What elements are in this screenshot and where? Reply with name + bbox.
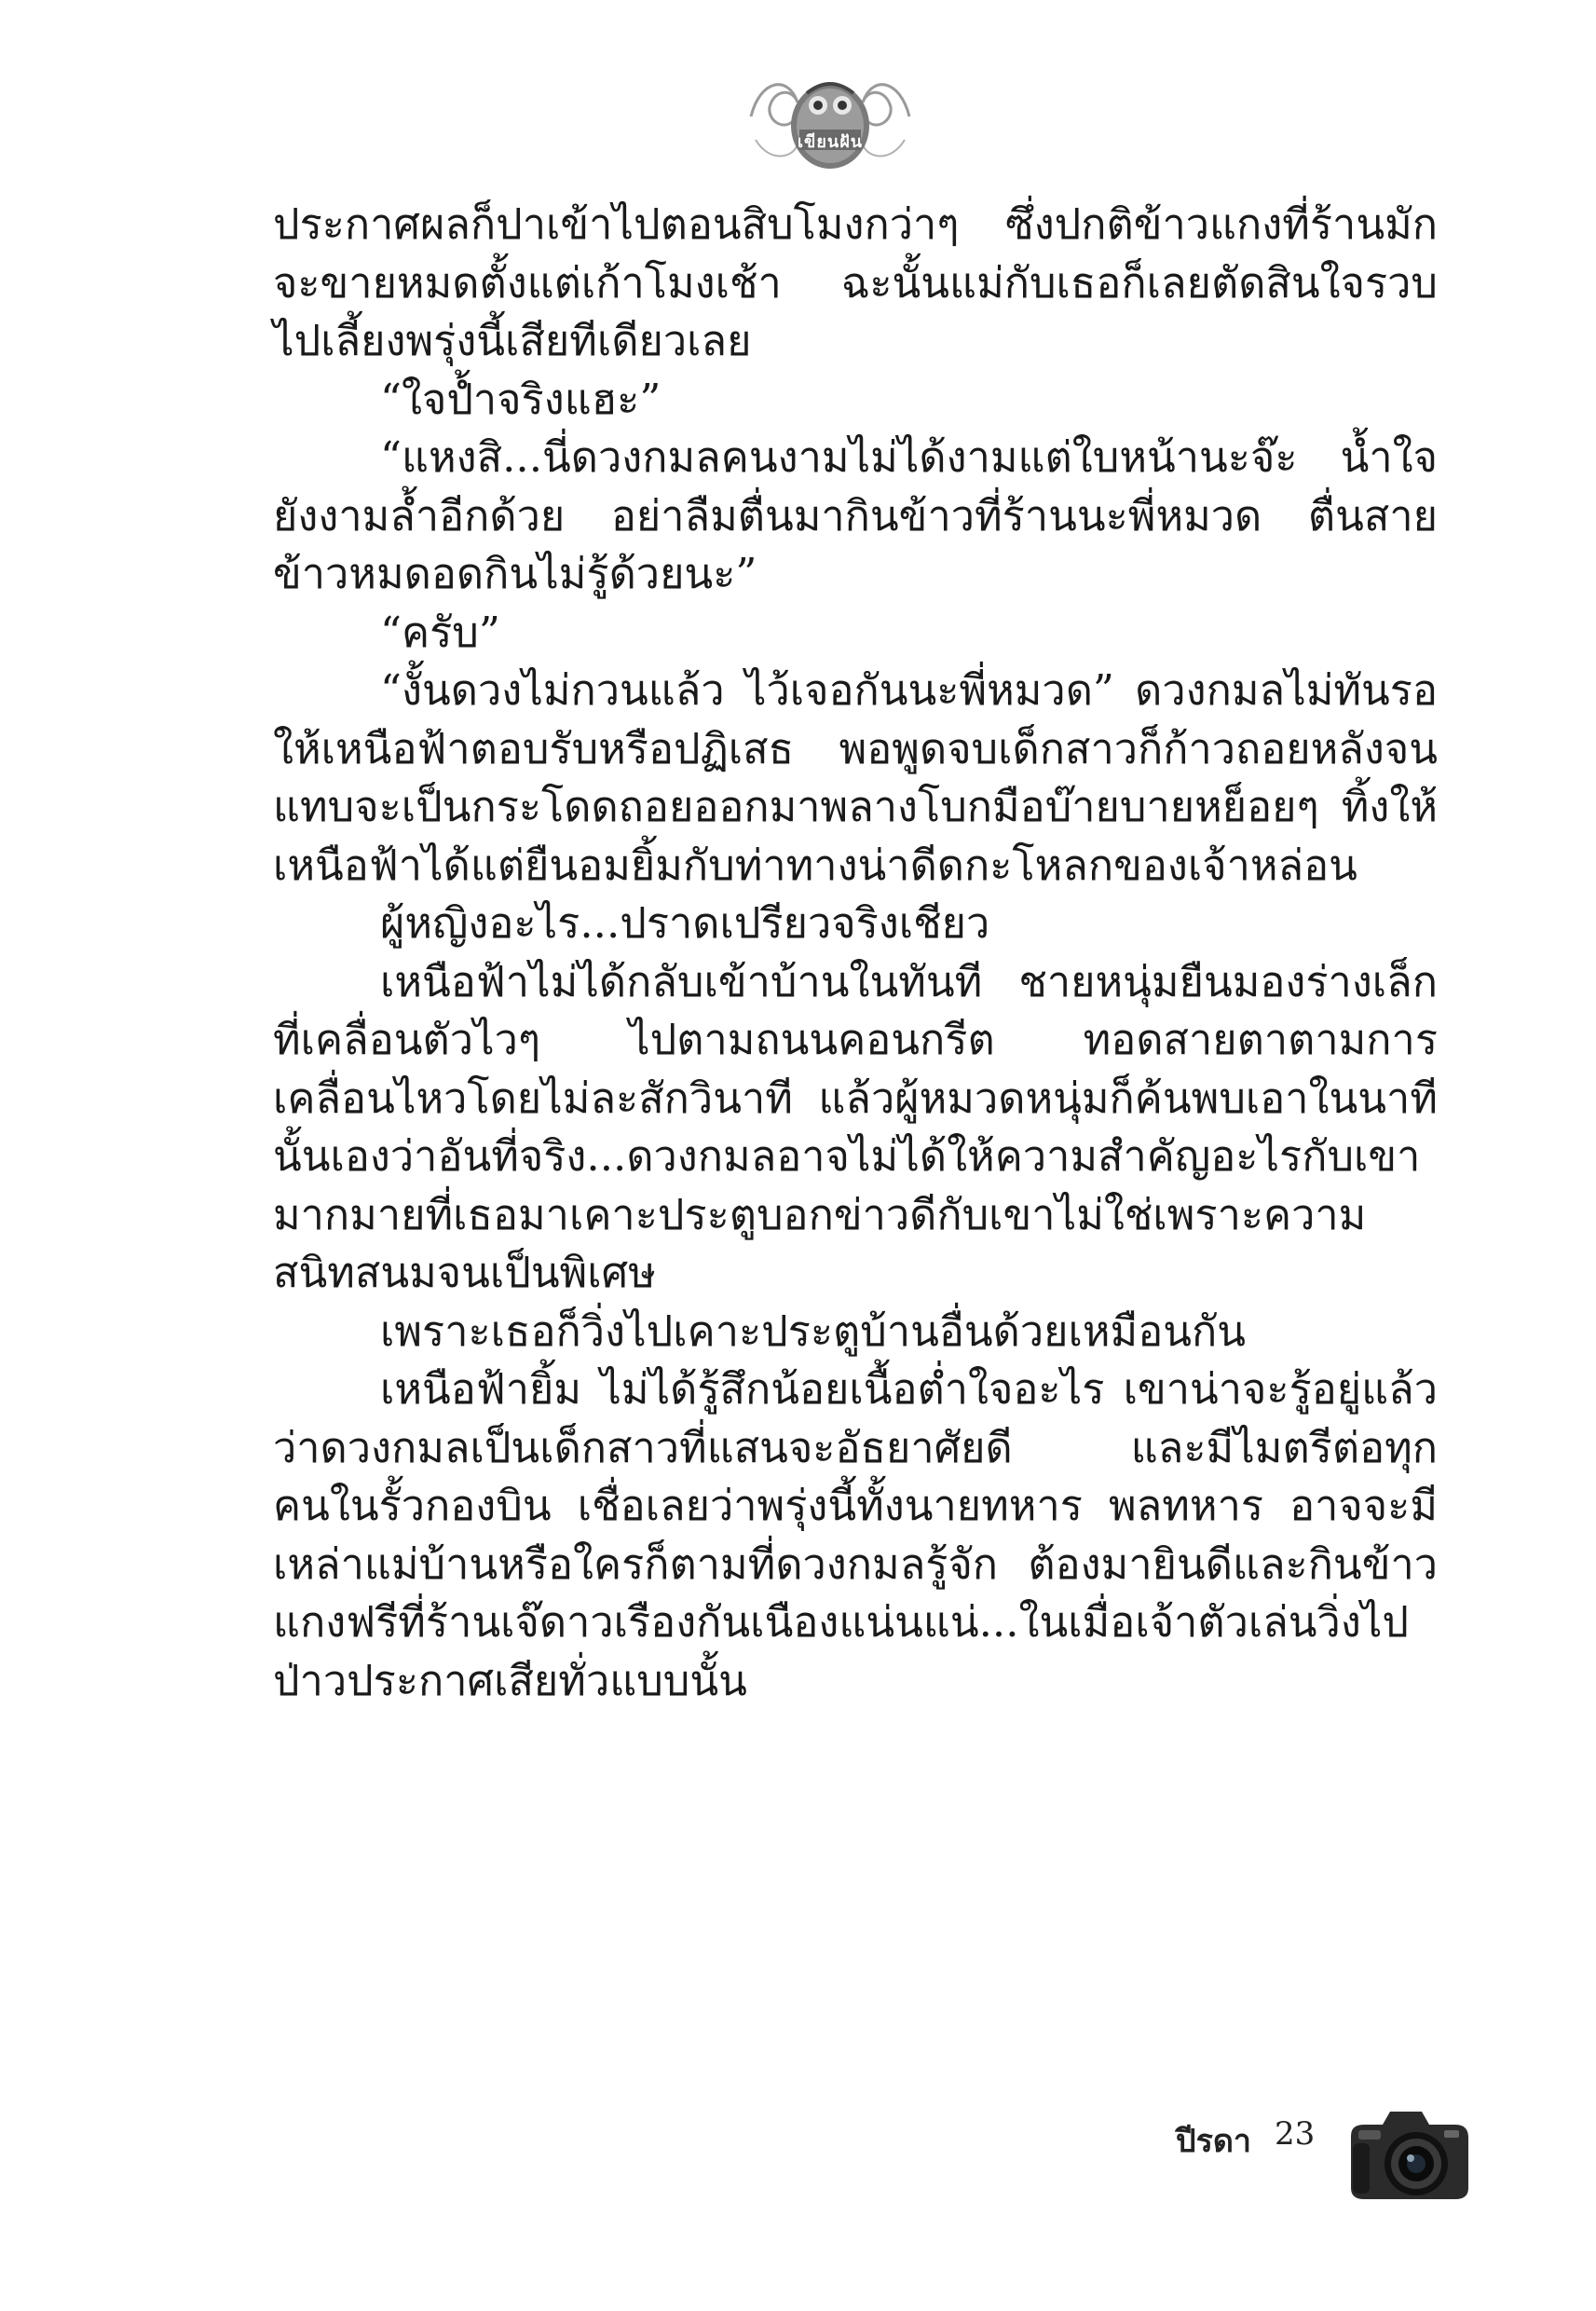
book-title: ปีรดา (1176, 2123, 1252, 2160)
paragraph: เพราะเธอก็วิ่งไปเคาะประตูบ้านอื่นด้วยเหมือนกัน (380, 1306, 1247, 1356)
paragraph: “งั้นดวงไม่กวนแล้ว ไว้เจอกันนะพี่หมวด” ดวงกมลไม่ทันรอให้เหนือฟ้าตอบรับหรือปฏิเสธ พอพูดจบเด็กสาวก็ก้าวถอยหลังจนแทบจะเป็นกระโดดถอยออกมาพลางโบกมือบ๊ายบายหย็อยๆ ทิ้งให้เหนือฟ้าได้แต่ยืนอมยิ้มกับท่าทางน่าดีดกะโหลกของเจ้าหล่อน (273, 665, 1438, 890)
paragraph: ประกาศผลก็ปาเข้าไปตอนสิบโมงกว่าๆ ซึ่งปกติข้าวแกงที่ร้านมักจะขายหมดตั้งแต่เก้าโมงเช้า ฉะนั้นแม่กับเธอก็เลยตัดสินใจรวบไปเลี้ยงพรุ่งนี้เสียทีเดียวเลย (273, 199, 1438, 365)
logo-text: เขียนฝัน (797, 132, 864, 152)
paragraph: ผู้หญิงอะไร...ปราดเปรียวจริงเชียว (380, 898, 990, 948)
publisher-logo-icon (742, 51, 919, 191)
publisher-logo (742, 51, 919, 191)
paragraph: “แหงสิ...นี่ดวงกมลคนงามไม่ได้งามแต่ใบหน้านะจ๊ะ น้ำใจยังงามล้ำอีกด้วย อย่าลืมตื่นมากินข้าวที่ร้านนะพี่หมวด ตื่นสายข้าวหมดอดกินไม่รู้ด้วยนะ” (273, 432, 1438, 598)
paragraph: “ใจป้ำจริงแฮะ” (380, 374, 662, 424)
page-number: 23 (1275, 2115, 1316, 2153)
paragraph: เหนือฟ้ายิ้ม ไม่ได้รู้สึกน้อยเนื้อต่ำใจอะไร เขาน่าจะรู้อยู่แล้วว่าดวงกมลเป็นเด็กสาวที่แสนจะอัธยาศัยดี และมีไมตรีต่อทุกคนในรั้วกองบิน เชื่อเลยว่าพรุ่งนี้ทั้งนายทหาร พลทหาร อาจจะมีเหล่าแม่บ้านหรือใครก็ตามที่ดวงกมลรู้จัก ต้องมายินดีและกินข้าวแกงฟรีที่ร้านเจ๊ดาวเรืองกันเนืองแน่นแน่...ในเมื่อเจ้าตัวเล่นวิ่งไปป่าวประกาศเสียทั่วแบบนั้น (273, 1364, 1438, 1705)
camera-icon (1342, 2099, 1474, 2208)
paragraph: “ครับ” (380, 607, 500, 657)
paragraph: เหนือฟ้าไม่ได้กลับเข้าบ้านในทันที ชายหนุ่มยืนมองร่างเล็กที่เคลื่อนตัวไวๆ ไปตามถนนคอนกรีต ทอดสายตาตามการเคลื่อนไหวโดยไม่ละสักวินาที แล้วผู้หมวดหนุ่มก็ค้นพบเอาในนาทีนั้นเองว่าอันที่จริง...ดวงกมลอาจไม่ได้ให้ความสำคัญอะไรกับเขามากมายที่เธอมาเคาะประตูบอกข่าวดีกับเขาไม่ใช่เพราะความสนิทสนมจนเป็นพิเศษ (273, 956, 1438, 1297)
body-text (273, 196, 1438, 1710)
